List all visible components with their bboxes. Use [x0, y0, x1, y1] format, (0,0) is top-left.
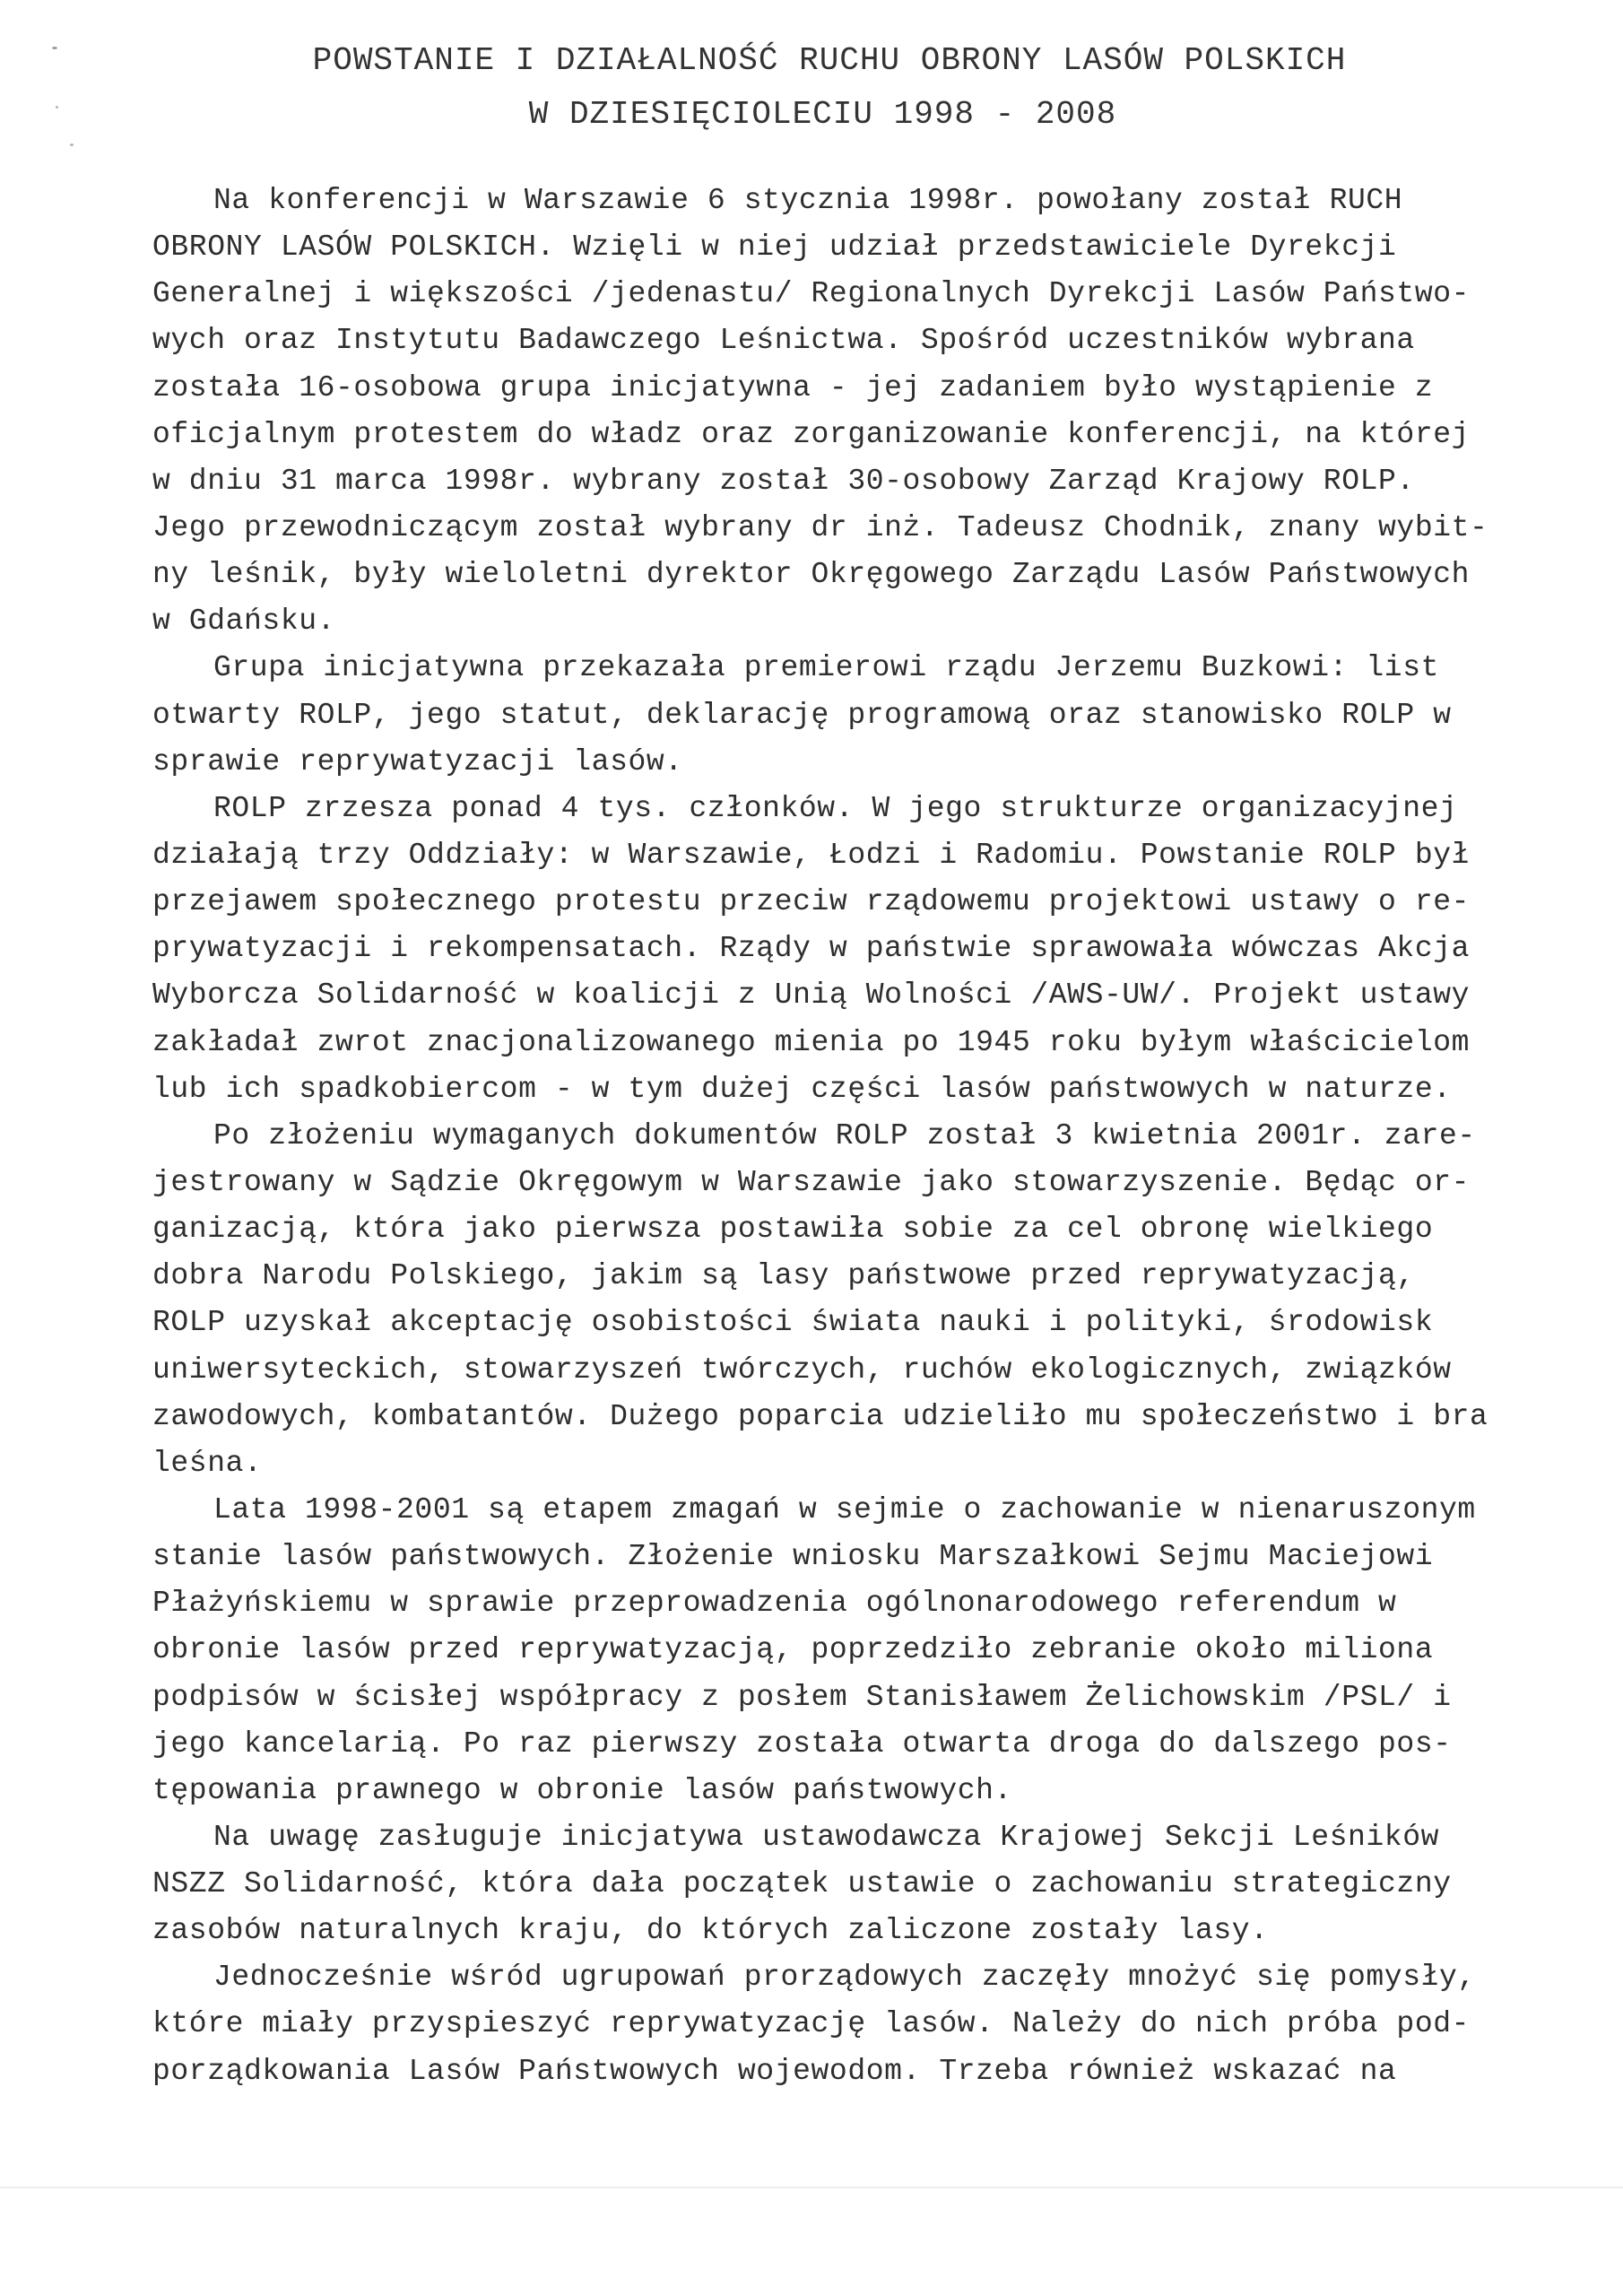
text-line: ny leśnik, były wieloletni dyrektor Okręgowego Zarządu Lasów Państwowych — [152, 558, 1471, 592]
text-line: Na uwagę zasługuje inicjatywa ustawodawcza Krajowej Sekcji Leśników — [213, 1820, 1440, 1854]
text-line: Grupa inicjatywna przekazała premierowi rządu Jerzemu Buzkowi: list — [213, 651, 1440, 685]
text-line: przejawem społecznego protestu przeciw rządowemu projektowi ustawy o re- — [152, 885, 1471, 919]
text-line: uniwersyteckich, stowarzyszeń twórczych, ruchów ekologicznych, związków — [152, 1352, 1452, 1387]
document-body — [152, 178, 1605, 2095]
text-line: Lata 1998-2001 są etapem zmagań w sejmie o zachowanie w nienaruszonym — [213, 1492, 1476, 1526]
text-line: Generalnej i większości /jedenastu/ Regionalnych Dyrekcji Lasów Państwo- — [152, 277, 1471, 311]
text-line: sprawie reprywatyzacji lasów. — [152, 744, 683, 778]
text-line: oficjalnym protestem do władz oraz zorganizowanie konferencji, na której — [152, 417, 1471, 451]
text-line: Jednocześnie wśród ugrupowań prorządowych zaczęły mnożyć się pomysły, — [213, 1961, 1476, 1995]
text-line: porządkowania Lasów Państwowych wojewodom. Trzeba również wskazać na — [152, 2054, 1397, 2088]
text-line: obronie lasów przed reprywatyzacją, poprzedziło zebranie około miliona — [152, 1633, 1434, 1667]
text-line: Po złożeniu wymaganych dokumentów ROLP został 3 kwietnia 2001r. zare- — [213, 1118, 1476, 1152]
text-line: dobra Narodu Polskiego, jakim są lasy państwowe przed reprywatyzacją, — [152, 1259, 1415, 1293]
text-line: Na konferencji w Warszawie 6 stycznia 1998r. powołany został RUCH — [213, 184, 1403, 217]
text-line: OBRONY LASÓW POLSKICH. Wzięli w niej udział przedstawiciele Dyrekcji — [152, 230, 1397, 265]
text-line: lub ich spadkobiercom - w tym dużej części lasów państwowych w naturze. — [152, 1072, 1452, 1106]
title-line-1: POWSTANIE I DZIAŁALNOŚĆ RUCHU OBRONY LASÓW POLSKICH — [312, 42, 1347, 79]
text-line: jego kancelarią. Po raz pierwszy została otwarta droga do dalszego pos- — [152, 1726, 1452, 1761]
text-line: wych oraz Instytutu Badawczego Leśnictwa. Spośród uczestników wybrana — [152, 324, 1415, 358]
text-line: jestrowany w Sądzie Okręgowym w Warszawie jako stowarzyszenie. Będąc or- — [152, 1165, 1471, 1199]
text-line: prywatyzacji i rekompensatach. Rządy w państwie sprawowała wówczas Akcja — [152, 932, 1471, 966]
document-title — [0, 34, 1623, 142]
text-line: ganizacją, która jako pierwsza postawiła sobie za cel obronę wielkiego — [152, 1213, 1434, 1247]
page-edge-shadow — [0, 2187, 1623, 2188]
text-line: tępowania prawnego w obronie lasów państwowych. — [152, 1773, 1012, 1807]
text-line: Jego przewodniczącym został wybrany dr inż. Tadeusz Chodnik, znany wybit- — [152, 510, 1488, 544]
text-line: działają trzy Oddziały: w Warszawie, Łodzi i Radomiu. Powstanie ROLP był — [152, 838, 1471, 872]
text-line: ROLP zrzesza ponad 4 tys. członków. W jego strukturze organizacyjnej — [213, 791, 1458, 825]
text-line: stanie lasów państwowych. Złożenie wniosku Marszałkowi Sejmu Maciejowi — [152, 1540, 1434, 1574]
text-line: zasobów naturalnych kraju, do których zaliczone zostały lasy. — [152, 1914, 1269, 1948]
text-line: podpisów w ścisłej współpracy z posłem Stanisławem Żelichowskim /PSL/ i — [152, 1680, 1452, 1714]
text-line: które miały przyspieszyć reprywatyzację lasów. Należy do nich próba pod- — [152, 2007, 1471, 2041]
text-line: ROLP uzyskał akceptację osobistości świata nauki i polityki, środowisk — [152, 1306, 1434, 1340]
title-line-2: W DZIESIĘCIOLECIU 1998 - 2008 — [528, 96, 1117, 133]
text-line: Płażyńskiemu w sprawie przeprowadzenia ogólnonarodowego referendum w — [152, 1587, 1397, 1621]
text-line: w Gdańsku. — [152, 604, 336, 639]
scan-speck — [70, 144, 74, 146]
text-line: w dniu 31 marca 1998r. wybrany został 30-osobowy Zarząd Krajowy ROLP. — [152, 464, 1415, 498]
text-line: zakładał zwrot znacjonalizowanego mienia po 1945 roku byłym właścicielom — [152, 1025, 1471, 1059]
text-line: Wyborcza Solidarność w koalicji z Unią Wolności /AWS-UW/. Projekt ustawy — [152, 978, 1471, 1013]
text-line: została 16-osobowa grupa inicjatywna - jej zadaniem było wystąpienie z — [152, 370, 1434, 404]
text-line: NSZZ Solidarność, która dała początek ustawie o zachowaniu strategiczny — [152, 1867, 1452, 1901]
text-line: leśna. — [152, 1446, 263, 1480]
text-line: otwarty ROLP, jego statut, deklarację programową oraz stanowisko ROLP w — [152, 698, 1452, 732]
text-line: zawodowych, kombatantów. Dużego poparcia udzieliło mu społeczeństwo i bra — [152, 1399, 1488, 1433]
